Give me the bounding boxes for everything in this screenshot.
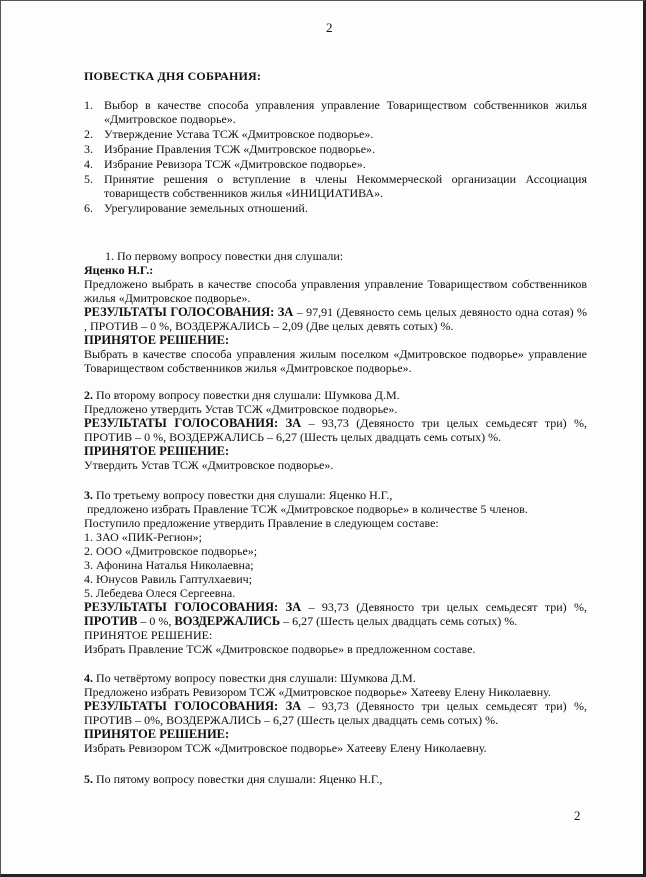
- document-body: [84, 69, 587, 786]
- agenda-item: [84, 157, 587, 171]
- section-number: 3.: [84, 488, 93, 502]
- section-3: [84, 488, 587, 656]
- results-for-label: ЗА: [285, 699, 302, 713]
- agenda-item-number: 3.: [84, 142, 93, 156]
- agenda-list: [84, 98, 587, 215]
- against-text: – 0 %,: [137, 614, 175, 628]
- section-4: [84, 671, 587, 755]
- member-item: 4. Юнусов Равиль Гаптулхаевич;: [84, 572, 253, 586]
- agenda-item-number: 2.: [84, 127, 93, 141]
- results-label: РЕЗУЛЬТАТЫ ГОЛОСОВАНИЯ:: [84, 305, 275, 319]
- section-1-results: [84, 305, 587, 333]
- member-item: 5. Лебедева Олеся Сергеевна.: [84, 586, 236, 600]
- section-3-proposal-2: Поступило предложение утвердить Правление в следующем составе:: [84, 516, 439, 530]
- section-3-heading: [84, 488, 587, 502]
- results-label: РЕЗУЛЬТАТЫ ГОЛОСОВАНИЯ:: [84, 600, 279, 614]
- section-2-decision: Утвердить Устав ТСЖ «Дмитровское подворье».: [84, 458, 334, 472]
- section-number: 2.: [84, 388, 93, 402]
- results-text: – 97,91 (Девяносто семь целых девяносто одна сотая) % , ПРОТИВ – 0 %, ВОЗДЕРЖАЛИСЬ – 2,09 (Две целых девять сотых) %.: [84, 305, 587, 333]
- against-label: ПРОТИВ: [84, 614, 138, 628]
- section-heading-text: По третьему вопросу повестки дня слушали: Яценко Н.Г.,: [93, 488, 393, 502]
- section-1-speaker: Яценко Н.Г.:: [84, 263, 154, 277]
- section-1-proposal: Предложено выбрать в качестве способа управления управление Товариществом собственников жилья «Дмитровское подворье».: [84, 277, 587, 305]
- agenda-item: [84, 127, 587, 141]
- section-heading-text: По четвёртому вопросу повестки дня слушали: Шумкова Д.М.: [93, 671, 416, 685]
- agenda-item-text: Утверждение Устава ТСЖ «Дмитровское подворье».: [104, 127, 374, 141]
- section-2-heading: [84, 388, 587, 402]
- results-for-label: ЗА: [285, 600, 302, 614]
- agenda-item-text: Выбор в качестве способа управления управление Товариществом собственников жилья «Дмитровское подворье».: [104, 98, 587, 126]
- section-1-decision: Выбрать в качестве способа управления жилым поселком «Дмитровское подворье» управление Товариществом собственников жилья «Дмитровское подворье».: [84, 347, 587, 375]
- section-2-decision-label: ПРИНЯТОЕ РЕШЕНИЕ:: [84, 444, 230, 458]
- section-5-heading: [84, 772, 587, 786]
- section-3-proposal: предложено избрать Правление ТСЖ «Дмитровское подворье» в количестве 5 членов.: [87, 502, 528, 516]
- section-5: [84, 772, 587, 786]
- section-1-heading: 1. По первому вопросу повестки дня слушали:: [105, 249, 344, 263]
- section-heading-text: По пятому вопросу повестки дня слушали: Яценко Н.Г.,: [93, 772, 383, 786]
- agenda-item: [84, 172, 587, 200]
- section-3-decision-label: ПРИНЯТОЕ РЕШЕНИЕ:: [84, 628, 213, 642]
- abstain-label: ВОЗДЕРЖАЛИСЬ: [174, 614, 281, 628]
- page-number-top: 2: [326, 20, 333, 35]
- section-1: [84, 249, 587, 375]
- agenda-item-text: Избрание Ревизора ТСЖ «Дмитровское подворье».: [104, 157, 366, 171]
- agenda-item-text: Принятие решения о вступление в члены Некоммерческой организации Ассоциация товариществ собственников жилья «ИНИЦИАТИВА».: [104, 172, 587, 200]
- results-label: РЕЗУЛЬТАТЫ ГОЛОСОВАНИЯ:: [84, 699, 279, 713]
- page-number-bottom: 2: [574, 808, 581, 823]
- section-2-proposal: Предложено утвердить Устав ТСЖ «Дмитровское подворье».: [84, 402, 398, 416]
- section-3-decision: Избрать Правление ТСЖ «Дмитровское подворье» в предложенном составе.: [84, 642, 476, 656]
- section-heading-text: По второму вопросу повестки дня слушали: Шумкова Д.М.: [93, 388, 400, 402]
- agenda-item-text: Урегулирование земельных отношений.: [104, 201, 308, 215]
- results-for-label: ЗА: [285, 416, 302, 430]
- section-1-decision-label: ПРИНЯТОЕ РЕШЕНИЕ:: [84, 333, 230, 347]
- results-text: – 93,73 (Девяносто три целых семьдесят три) %,: [301, 600, 587, 614]
- section-4-proposal: Предложено избрать Ревизором ТСЖ «Дмитровское подворье» Хатееву Елену Николаевну.: [84, 685, 551, 699]
- agenda-item-text: Избрание Правления ТСЖ «Дмитровское подворье».: [104, 142, 376, 156]
- section-4-decision-label: ПРИНЯТОЕ РЕШЕНИЕ:: [84, 727, 230, 741]
- agenda-item-number: 4.: [84, 157, 93, 171]
- results-label: РЕЗУЛЬТАТЫ ГОЛОСОВАНИЯ:: [84, 416, 279, 430]
- member-item: 1. ЗАО «ПИК-Регион»;: [84, 530, 203, 544]
- section-2: [84, 388, 587, 472]
- section-number: 5.: [84, 772, 93, 786]
- member-item: 2. ООО «Дмитровское подворье»;: [84, 544, 258, 558]
- agenda-item-number: 1.: [84, 98, 93, 112]
- agenda-item: [84, 142, 587, 156]
- results-text: – 93,73 (Девяносто три целых семьдесят три) %, ПРОТИВ – 0%, ВОЗДЕРЖАЛИСЬ – 6,27 (Шесть целых двадцать семь сотых) %.: [84, 699, 587, 727]
- section-number: 4.: [84, 671, 93, 685]
- results-for-label: ЗА: [277, 305, 294, 319]
- agenda-item: [84, 98, 587, 126]
- section-2-results: [84, 416, 587, 444]
- section-4-results: [84, 699, 587, 727]
- agenda-item: [84, 201, 587, 215]
- section-4-heading: [84, 671, 587, 685]
- abstain-text: – 6,27 (Шесть целых двадцать семь сотых) %.: [280, 614, 518, 628]
- section-4-decision: Избрать Ревизором ТСЖ «Дмитровское подворье» Хатееву Елену Николаевну.: [84, 741, 487, 755]
- agenda-item-number: 5.: [84, 172, 93, 186]
- section-3-results: [84, 600, 587, 628]
- agenda-item-number: 6.: [84, 201, 93, 215]
- agenda-title: ПОВЕСТКА ДНЯ СОБРАНИЯ:: [84, 69, 262, 83]
- member-item: 3. Афонина Наталья Николаевна;: [84, 558, 254, 572]
- results-text: – 93,73 (Девяносто три целых семьдесят три) %, ПРОТИВ – 0 %, ВОЗДЕРЖАЛИСЬ – 6,27 (Шесть целых двадцать семь сотых) %.: [84, 416, 587, 444]
